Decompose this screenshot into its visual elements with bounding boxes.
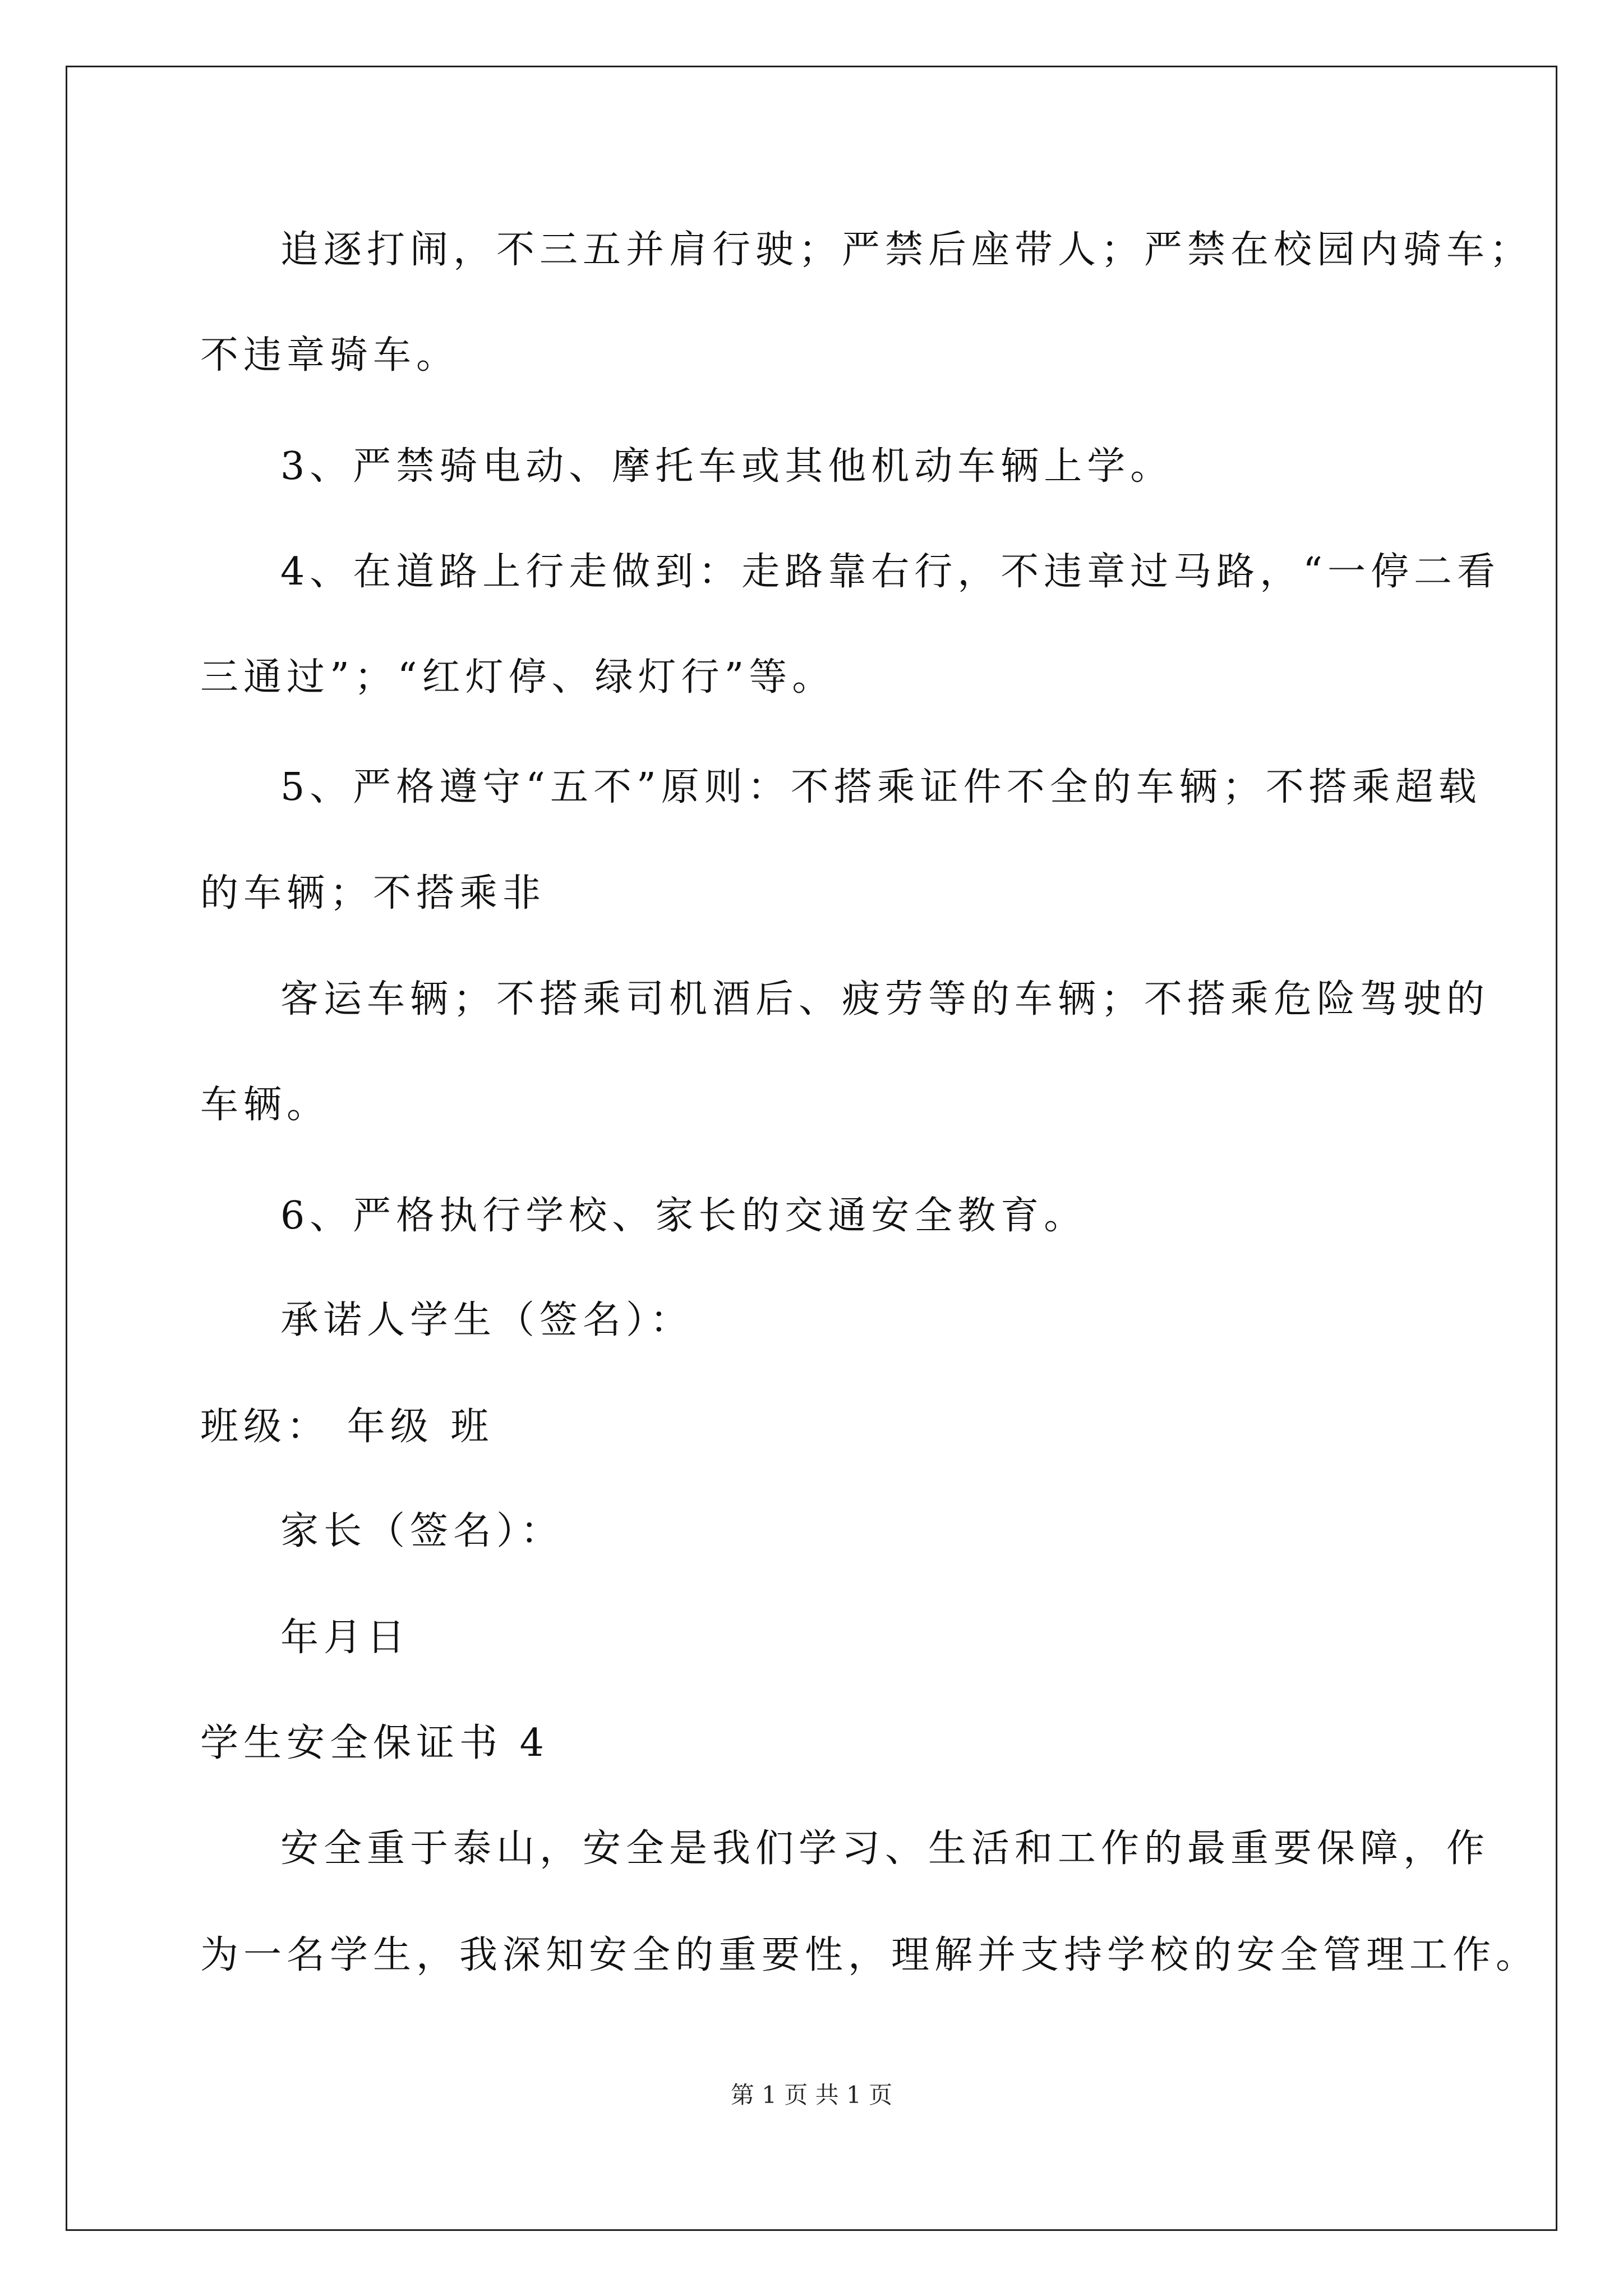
body-line: 6、严格执行学校、家长的交通安全教育。	[280, 1194, 1087, 1238]
body-line: 不违章骑车。	[200, 333, 460, 378]
parent-signature-line: 家长（签名）：	[280, 1509, 564, 1553]
body-line: 安全重于泰山，安全是我们学习、生活和工作的最重要保障，作	[280, 1826, 1490, 1871]
body-line: 的车辆；不搭乘非	[200, 871, 546, 915]
body-line: 车辆。	[200, 1083, 330, 1127]
body-line: 4、在道路上行走做到：走路靠右行，不违章过马路，“一停二看	[280, 550, 1501, 594]
body-line: 追逐打闹，不三五并肩行驶；严禁后座带人；严禁在校园内骑车；	[280, 228, 1533, 272]
page-footer: 第 1 页 共 1 页	[730, 2081, 893, 2109]
body-line: 为一名学生，我深知安全的重要性，理解并支持学校的安全管理工作。	[200, 1933, 1539, 1977]
body-line: 3、严禁骑电动、摩托车或其他机动车辆上学。	[280, 444, 1174, 489]
body-line: 客运车辆；不搭乘司机酒后、疲劳等的车辆；不搭乘危险驾驶的	[280, 977, 1490, 1022]
section-title: 学生安全保证书 4	[200, 1721, 549, 1765]
signature-line: 承诺人学生（签名）：	[280, 1298, 694, 1342]
page-border	[66, 66, 1557, 2231]
body-line: 三通过”；“红灯停、绿灯行”等。	[200, 655, 836, 700]
body-line: 5、严格遵守“五不”原则：不搭乘证件不全的车辆；不搭乘超载	[280, 765, 1482, 809]
class-line: 班级： 年级 班	[200, 1405, 494, 1449]
date-line: 年月日	[280, 1616, 411, 1660]
